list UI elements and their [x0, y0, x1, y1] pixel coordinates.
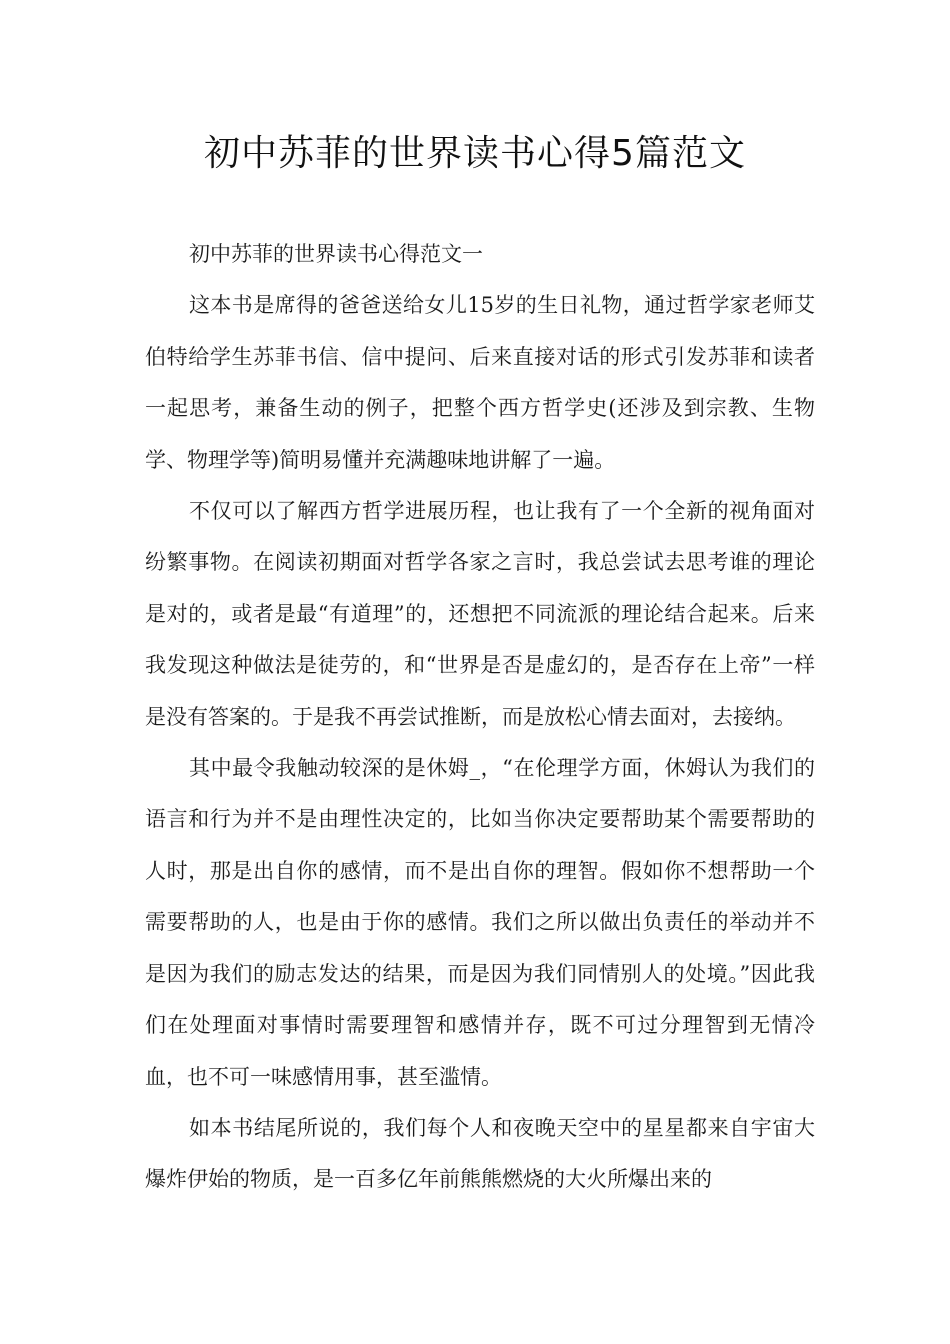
document-title: 初中苏菲的世界读书心得5篇范文	[204, 133, 746, 174]
document-body	[145, 229, 815, 1206]
paragraph-3: 其中最令我触动较深的是休姆_，“在伦理学方面，休姆认为我们的语言和行为并不是由理性决定的，比如当你决定要帮助某个需要帮助的人时，那是出自你的感情，而不是出自你的理智。假如你不想帮助一个需要帮助的人，也是由于你的感情。我们之所以做出负责任的举动并不是因为我们的励志发达的结果，而是因为我们同情别人的处境。”因此我们在处理面对事情时需要理智和感情并存，既不可过分理智到无情冷血，也不可一味感情用事，甚至滥情。	[145, 756, 815, 1089]
paragraph-2: 不仅可以了解西方哲学进展历程，也让我有了一个全新的视角面对纷繁事物。在阅读初期面对哲学各家之言时，我总尝试去思考谁的理论是对的，或者是最“有道理”的，还想把不同流派的理论结合起来。后来我发现这种做法是徒劳的，和“世界是否是虚幻的，是否存在上帝”一样是没有答案的。于是我不再尝试推断，而是放松心情去面对，去接纳。	[145, 499, 815, 729]
paragraph-1: 这本书是席得的爸爸送给女儿15岁的生日礼物，通过哲学家老师艾伯特给学生苏菲书信、信中提问、后来直接对话的形式引发苏菲和读者一起思考，兼备生动的例子，把整个西方哲学史(还涉及到宗教、生物学、物理学等)简明易懂并充满趣味地讲解了一遍。	[145, 293, 815, 472]
section-heading: 初中苏菲的世界读书心得范文一	[189, 242, 483, 266]
paragraph-4: 如本书结尾所说的，我们每个人和夜晚天空中的星星都来自宇宙大爆炸伊始的物质，是一百多亿年前熊熊燃烧的大火所爆出来的	[145, 1115, 815, 1192]
